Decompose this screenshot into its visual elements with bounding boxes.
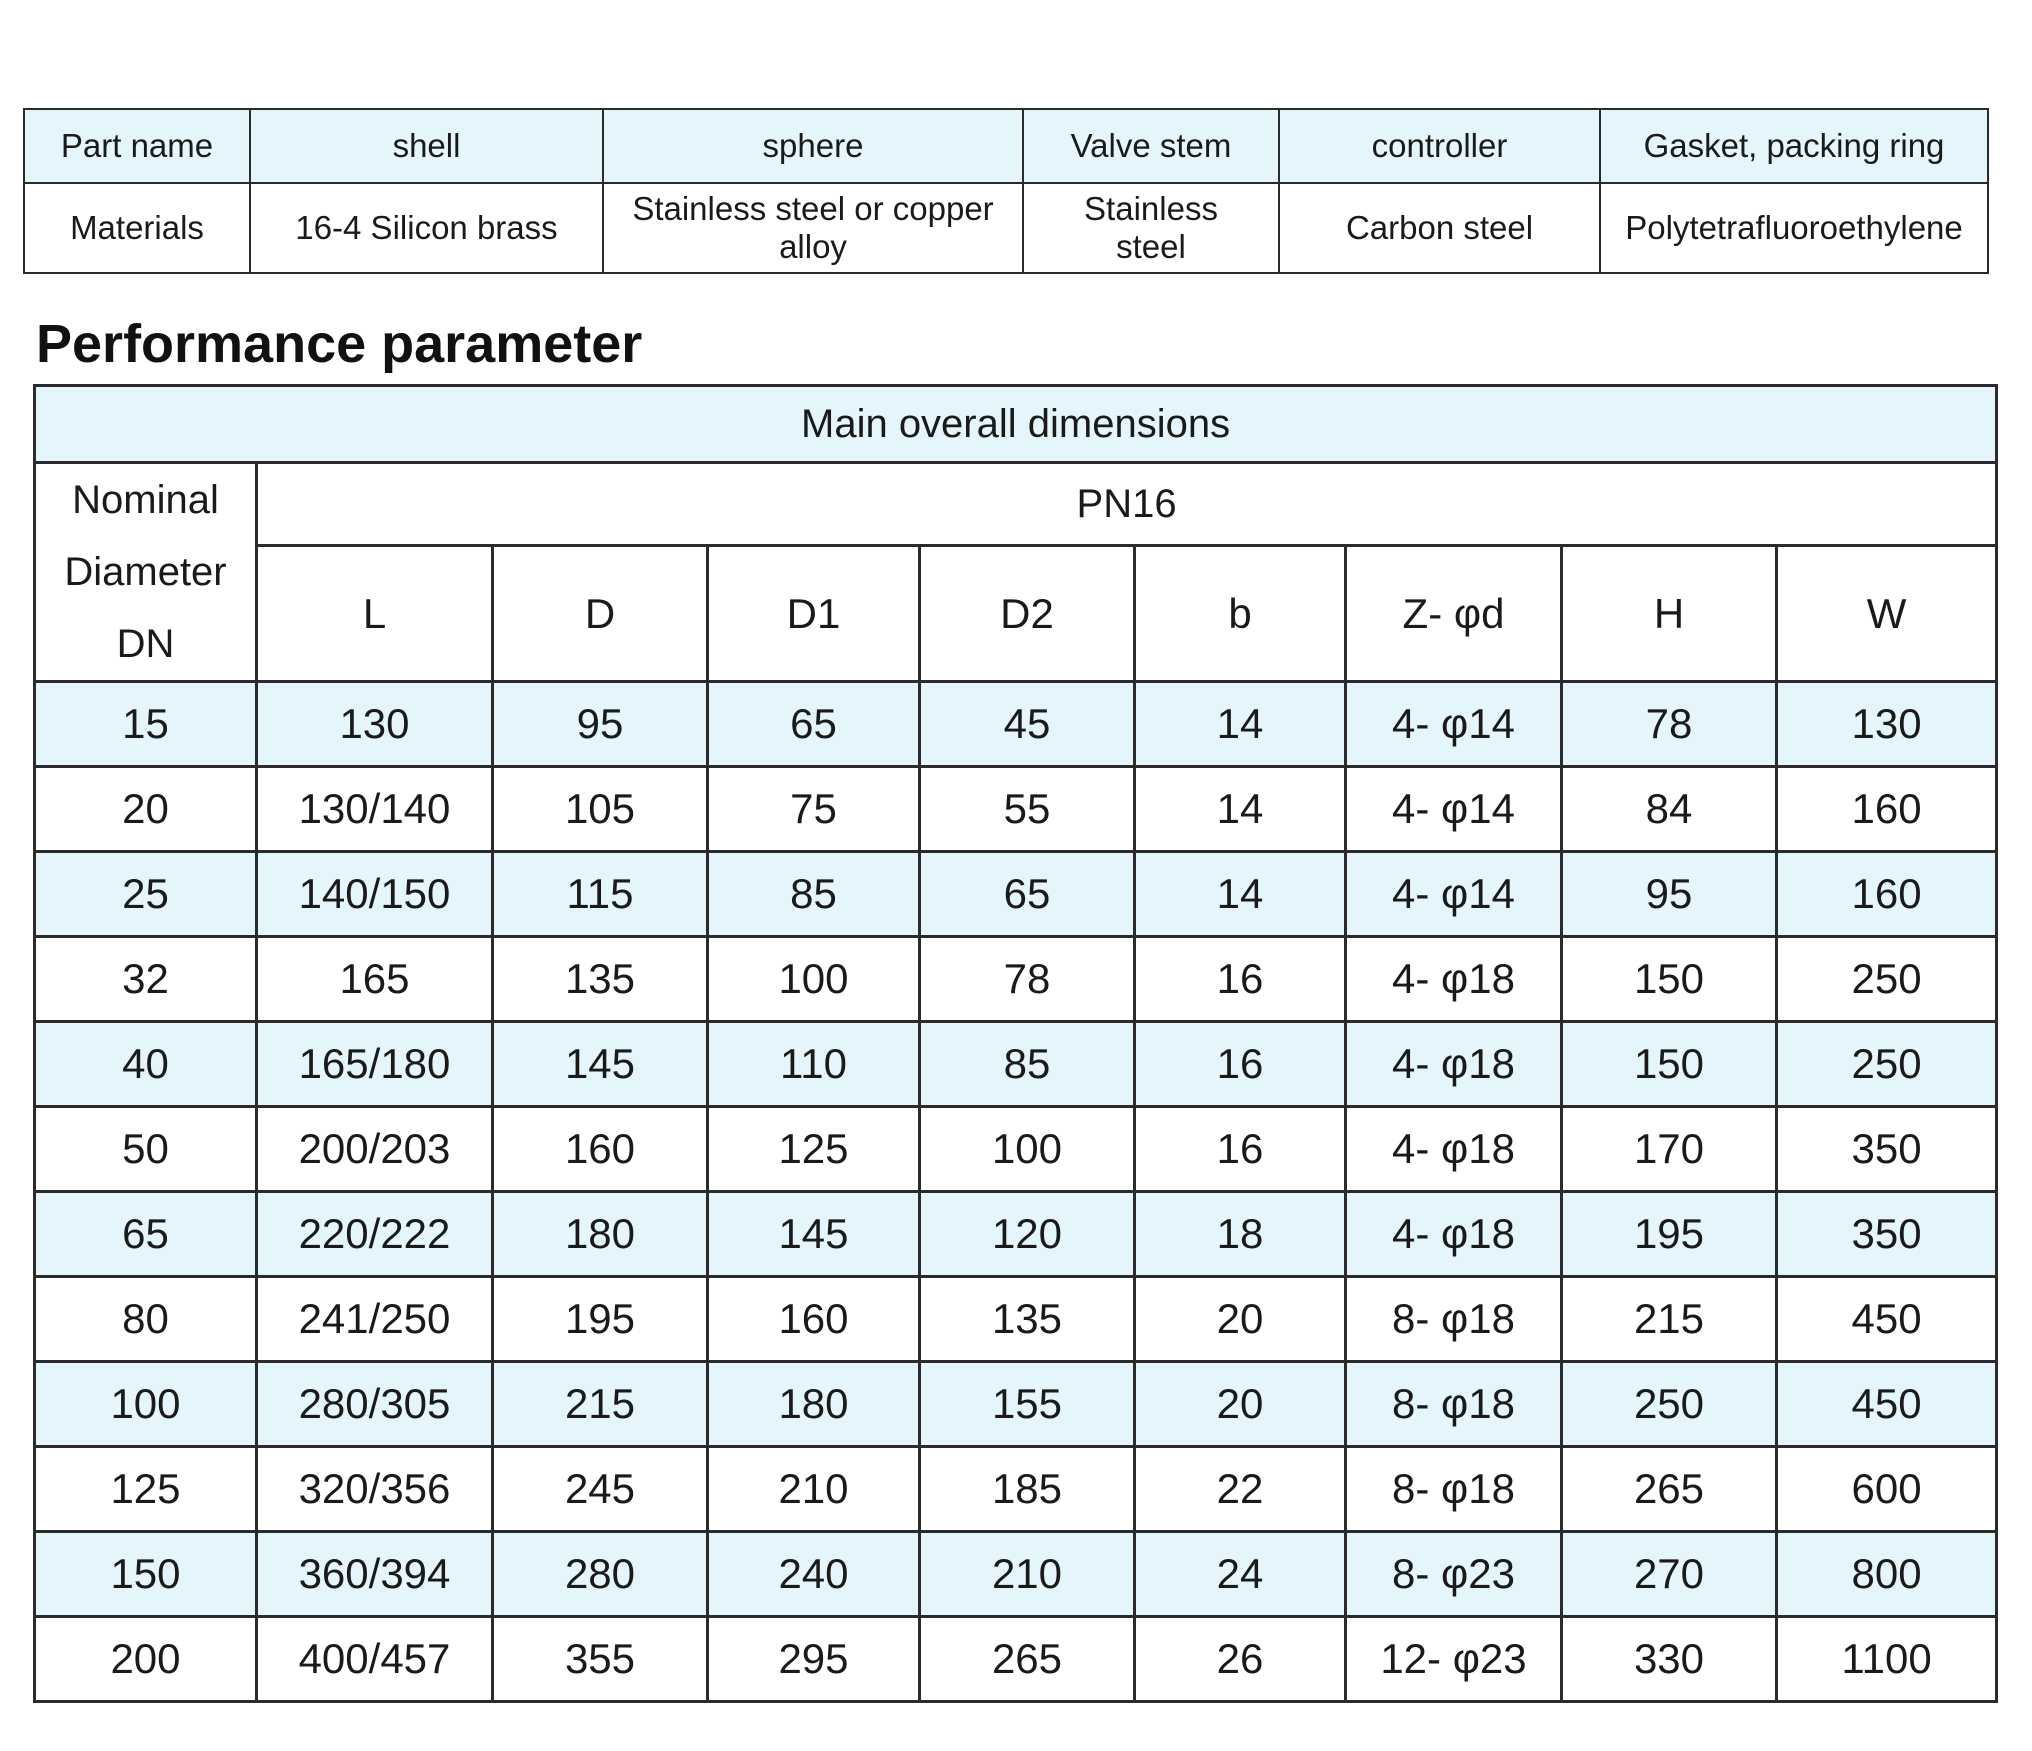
dn-cell: 25: [35, 852, 257, 937]
dimension-cell: 75: [708, 767, 920, 852]
dimension-cell: 265: [1562, 1447, 1777, 1532]
dimension-cell: 110: [708, 1022, 920, 1107]
dimension-cell: 84: [1562, 767, 1777, 852]
dimension-cell: 600: [1777, 1447, 1997, 1532]
dimensions-caption-row: [35, 386, 1997, 463]
dimensions-caption: Main overall dimensions: [35, 386, 1997, 463]
dn-cell: 32: [35, 937, 257, 1022]
dimensions-table: [33, 384, 1998, 1703]
dimension-cell: 250: [1777, 937, 1997, 1022]
dimension-cell: 100: [920, 1107, 1135, 1192]
dimension-cell: 4- φ14: [1346, 682, 1562, 767]
dn-cell: 20: [35, 767, 257, 852]
dimension-cell: 145: [493, 1022, 708, 1107]
materials-header-cell: shell: [250, 109, 603, 183]
dimension-cell: 160: [493, 1107, 708, 1192]
dimension-cell: 100: [708, 937, 920, 1022]
dimension-cell: 120: [920, 1192, 1135, 1277]
dimension-cell: 140/150: [257, 852, 493, 937]
dimension-cell: 215: [493, 1362, 708, 1447]
dimension-cell: 160: [1777, 852, 1997, 937]
dimension-cell: 180: [493, 1192, 708, 1277]
materials-header-cell: Gasket, packing ring: [1600, 109, 1988, 183]
dimension-cell: 16: [1135, 1107, 1346, 1192]
dimension-cell: 65: [920, 852, 1135, 937]
dimension-cell: 14: [1135, 852, 1346, 937]
dimension-cell: 78: [920, 937, 1135, 1022]
dimension-cell: 130: [1777, 682, 1997, 767]
dimension-cell: 270: [1562, 1532, 1777, 1617]
dimension-cell: 150: [1562, 937, 1777, 1022]
dn-cell: 80: [35, 1277, 257, 1362]
dimension-cell: 95: [493, 682, 708, 767]
column-header: W: [1777, 546, 1997, 682]
dimension-cell: 14: [1135, 682, 1346, 767]
dimension-cell: 241/250: [257, 1277, 493, 1362]
dn-header-line: Nominal: [72, 478, 219, 522]
dn-header-line: Diameter: [64, 550, 227, 594]
column-header: D1: [708, 546, 920, 682]
dimension-cell: 20: [1135, 1362, 1346, 1447]
dimension-cell: 265: [920, 1617, 1135, 1702]
dimension-cell: 78: [1562, 682, 1777, 767]
dimension-cell: 115: [493, 852, 708, 937]
pressure-class-row: [35, 463, 1997, 546]
dimension-cell: 215: [1562, 1277, 1777, 1362]
dimension-cell: 220/222: [257, 1192, 493, 1277]
table-row: [35, 1107, 1997, 1192]
dimension-cell: 55: [920, 767, 1135, 852]
materials-value-cell: Materials: [24, 183, 250, 273]
dimension-cell: 195: [1562, 1192, 1777, 1277]
dimension-cell: 24: [1135, 1532, 1346, 1617]
dimension-cell: 4- φ18: [1346, 1192, 1562, 1277]
dn-cell: 65: [35, 1192, 257, 1277]
materials-header-cell: sphere: [603, 109, 1023, 183]
materials-value-cell: Stainless steel: [1023, 183, 1279, 273]
dimension-cell: 4- φ18: [1346, 937, 1562, 1022]
dimension-cell: 160: [708, 1277, 920, 1362]
dn-cell: 15: [35, 682, 257, 767]
table-row: [35, 767, 1997, 852]
dn-cell: 50: [35, 1107, 257, 1192]
dimension-cell: 170: [1562, 1107, 1777, 1192]
dimension-cell: 360/394: [257, 1532, 493, 1617]
dimension-cell: 4- φ18: [1346, 1022, 1562, 1107]
dimension-cell: 105: [493, 767, 708, 852]
table-row: [35, 852, 1997, 937]
dimension-cell: 8- φ18: [1346, 1362, 1562, 1447]
dimension-cell: 355: [493, 1617, 708, 1702]
dn-cell: 40: [35, 1022, 257, 1107]
dimension-cell: 130: [257, 682, 493, 767]
dimension-cell: 185: [920, 1447, 1135, 1532]
table-row: [35, 937, 1997, 1022]
dimension-cell: 18: [1135, 1192, 1346, 1277]
dimension-cell: 450: [1777, 1362, 1997, 1447]
dn-cell: 100: [35, 1362, 257, 1447]
dimension-cell: 195: [493, 1277, 708, 1362]
materials-header-cell: controller: [1279, 109, 1600, 183]
table-row: [35, 682, 1997, 767]
dimension-cell: 135: [493, 937, 708, 1022]
dimension-cell: 14: [1135, 767, 1346, 852]
dimension-cell: 16: [1135, 937, 1346, 1022]
dimension-cell: 130/140: [257, 767, 493, 852]
dn-cell: 150: [35, 1532, 257, 1617]
dimension-cell: 160: [1777, 767, 1997, 852]
dimension-cell: 135: [920, 1277, 1135, 1362]
dimension-cell: 1100: [1777, 1617, 1997, 1702]
dn-header-line: DN: [116, 622, 175, 666]
column-header: D: [493, 546, 708, 682]
dimension-cell: 320/356: [257, 1447, 493, 1532]
dimension-cell: 22: [1135, 1447, 1346, 1532]
pressure-class-header: PN16: [257, 463, 1997, 546]
table-row: [35, 1617, 1997, 1702]
dimension-cell: 180: [708, 1362, 920, 1447]
table-row: [35, 1362, 1997, 1447]
nominal-diameter-header: [35, 463, 257, 682]
dimension-cell: 4- φ18: [1346, 1107, 1562, 1192]
dimension-cell: 85: [920, 1022, 1135, 1107]
column-header-row: [35, 546, 1997, 682]
dimension-cell: 8- φ18: [1346, 1277, 1562, 1362]
dimension-cell: 20: [1135, 1277, 1346, 1362]
dimension-cell: 210: [708, 1447, 920, 1532]
materials-value-cell: Stainless steel or copper alloy: [603, 183, 1023, 273]
dimension-cell: 95: [1562, 852, 1777, 937]
dimension-cell: 330: [1562, 1617, 1777, 1702]
table-row: [35, 1532, 1997, 1617]
column-header: L: [257, 546, 493, 682]
column-header: b: [1135, 546, 1346, 682]
dimension-cell: 245: [493, 1447, 708, 1532]
dimension-cell: 240: [708, 1532, 920, 1617]
materials-header-row: [24, 109, 1988, 183]
materials-value-row: [24, 183, 1988, 273]
dimension-cell: 250: [1562, 1362, 1777, 1447]
dimension-cell: 8- φ23: [1346, 1532, 1562, 1617]
dimension-cell: 65: [708, 682, 920, 767]
dimension-cell: 12- φ23: [1346, 1617, 1562, 1702]
dimension-cell: 85: [708, 852, 920, 937]
dimension-cell: 8- φ18: [1346, 1447, 1562, 1532]
column-header: H: [1562, 546, 1777, 682]
dimension-cell: 400/457: [257, 1617, 493, 1702]
dimension-cell: 295: [708, 1617, 920, 1702]
materials-value-cell: Carbon steel: [1279, 183, 1600, 273]
materials-header-cell: Valve stem: [1023, 109, 1279, 183]
dimension-cell: 165/180: [257, 1022, 493, 1107]
materials-value-cell: 16-4 Silicon brass: [250, 183, 603, 273]
dimension-cell: 200/203: [257, 1107, 493, 1192]
dimension-cell: 280: [493, 1532, 708, 1617]
table-row: [35, 1022, 1997, 1107]
dimension-cell: 210: [920, 1532, 1135, 1617]
dimension-cell: 45: [920, 682, 1135, 767]
dimension-cell: 450: [1777, 1277, 1997, 1362]
dimension-cell: 350: [1777, 1192, 1997, 1277]
dimension-cell: 350: [1777, 1107, 1997, 1192]
column-header: Z- φd: [1346, 546, 1562, 682]
dimension-cell: 150: [1562, 1022, 1777, 1107]
dn-cell: 200: [35, 1617, 257, 1702]
dimension-cell: 26: [1135, 1617, 1346, 1702]
performance-heading: Performance parameter: [36, 314, 643, 374]
dimension-cell: 155: [920, 1362, 1135, 1447]
dimension-cell: 800: [1777, 1532, 1997, 1617]
table-row: [35, 1192, 1997, 1277]
materials-header-cell: Part name: [24, 109, 250, 183]
dimension-cell: 4- φ14: [1346, 852, 1562, 937]
dimension-cell: 250: [1777, 1022, 1997, 1107]
table-row: [35, 1277, 1997, 1362]
materials-table: [23, 108, 1989, 274]
dimension-cell: 165: [257, 937, 493, 1022]
dimension-cell: 16: [1135, 1022, 1346, 1107]
materials-value-cell: Polytetrafluoroethylene: [1600, 183, 1988, 273]
dimension-cell: 280/305: [257, 1362, 493, 1447]
table-row: [35, 1447, 1997, 1532]
dimension-cell: 125: [708, 1107, 920, 1192]
dimension-cell: 4- φ14: [1346, 767, 1562, 852]
dimension-cell: 145: [708, 1192, 920, 1277]
column-header: D2: [920, 546, 1135, 682]
dn-cell: 125: [35, 1447, 257, 1532]
